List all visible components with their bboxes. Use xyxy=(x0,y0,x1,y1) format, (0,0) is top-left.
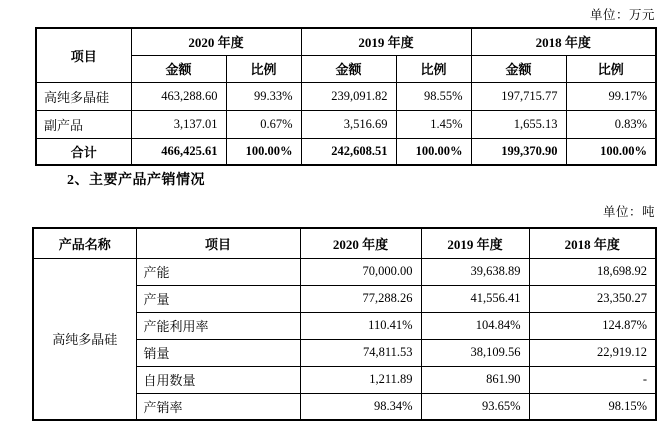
table-cell: 0.83% xyxy=(566,110,656,138)
row-label: 产能利用率 xyxy=(136,312,300,339)
production-header-product-name: 产品名称 xyxy=(33,228,136,258)
table-cell: 99.33% xyxy=(226,82,301,110)
table-cell: 38,109.56 xyxy=(421,339,529,366)
table-cell: 0.67% xyxy=(226,110,301,138)
revenue-subheader-ratio-2020: 比例 xyxy=(226,55,301,82)
row-label: 销量 xyxy=(136,339,300,366)
table-row-capacity xyxy=(33,258,656,285)
table-cell: 1,655.13 xyxy=(471,110,566,138)
table-cell: 77,288.26 xyxy=(300,285,421,312)
table-cell: 93.65% xyxy=(421,393,529,420)
total-label: 合计 xyxy=(36,138,131,165)
revenue-header-item: 项目 xyxy=(36,28,131,82)
table-cell: 1.45% xyxy=(396,110,471,138)
revenue-subheader-ratio-2019: 比例 xyxy=(396,55,471,82)
table-cell: 242,608.51 xyxy=(301,138,396,165)
revenue-subheader-amount-2020: 金额 xyxy=(131,55,226,82)
table-cell: 197,715.77 xyxy=(471,82,566,110)
table-cell: 3,137.01 xyxy=(131,110,226,138)
table-cell: 98.34% xyxy=(300,393,421,420)
table-cell: 3,516.69 xyxy=(301,110,396,138)
revenue-subheader-amount-2018: 金额 xyxy=(471,55,566,82)
revenue-header-year-2020: 2020 年度 xyxy=(131,28,301,55)
table-row-total xyxy=(36,138,656,165)
production-header-year-2020: 2020 年度 xyxy=(300,228,421,258)
table-cell: 110.41% xyxy=(300,312,421,339)
table-cell: 74,811.53 xyxy=(300,339,421,366)
table-cell: 861.90 xyxy=(421,366,529,393)
production-header-year-2018: 2018 年度 xyxy=(529,228,656,258)
table-cell: 239,091.82 xyxy=(301,82,396,110)
row-label: 自用数量 xyxy=(136,366,300,393)
table-cell: 18,698.92 xyxy=(529,258,656,285)
table-cell: 1,211.89 xyxy=(300,366,421,393)
unit-label-wanyuan: 单位：万元 xyxy=(589,8,655,22)
revenue-table-header-row-years xyxy=(36,28,656,55)
row-label: 高纯多晶硅 xyxy=(36,82,131,110)
section-heading: 2、主要产品产销情况 xyxy=(67,173,205,188)
table-cell: 98.15% xyxy=(529,393,656,420)
row-label: 产销率 xyxy=(136,393,300,420)
table-cell: 199,370.90 xyxy=(471,138,566,165)
table-cell: 23,350.27 xyxy=(529,285,656,312)
production-table-header-row xyxy=(33,228,656,258)
revenue-header-year-2019: 2019 年度 xyxy=(301,28,471,55)
table-cell: 100.00% xyxy=(566,138,656,165)
table-cell: 39,638.89 xyxy=(421,258,529,285)
table-cell: 41,556.41 xyxy=(421,285,529,312)
product-name-cell: 高纯多晶硅 xyxy=(33,258,136,420)
table-cell: 100.00% xyxy=(226,138,301,165)
revenue-subheader-ratio-2018: 比例 xyxy=(566,55,656,82)
table-cell: - xyxy=(529,366,656,393)
table-row-byproduct xyxy=(36,110,656,138)
production-header-year-2019: 2019 年度 xyxy=(421,228,529,258)
table-cell: 463,288.60 xyxy=(131,82,226,110)
table-cell: 100.00% xyxy=(396,138,471,165)
table-cell: 99.17% xyxy=(566,82,656,110)
row-label: 副产品 xyxy=(36,110,131,138)
table-row-polysilicon xyxy=(36,82,656,110)
table-cell: 70,000.00 xyxy=(300,258,421,285)
row-label: 产能 xyxy=(136,258,300,285)
production-header-item: 项目 xyxy=(136,228,300,258)
table-cell: 22,919.12 xyxy=(529,339,656,366)
row-label: 产量 xyxy=(136,285,300,312)
table-cell: 98.55% xyxy=(396,82,471,110)
revenue-header-year-2018: 2018 年度 xyxy=(471,28,656,55)
table-cell: 466,425.61 xyxy=(131,138,226,165)
unit-label-tons: 单位：吨 xyxy=(602,205,655,219)
revenue-subheader-amount-2019: 金额 xyxy=(301,55,396,82)
revenue-table xyxy=(35,27,657,166)
table-cell: 124.87% xyxy=(529,312,656,339)
table-cell: 104.84% xyxy=(421,312,529,339)
production-table xyxy=(32,227,657,421)
